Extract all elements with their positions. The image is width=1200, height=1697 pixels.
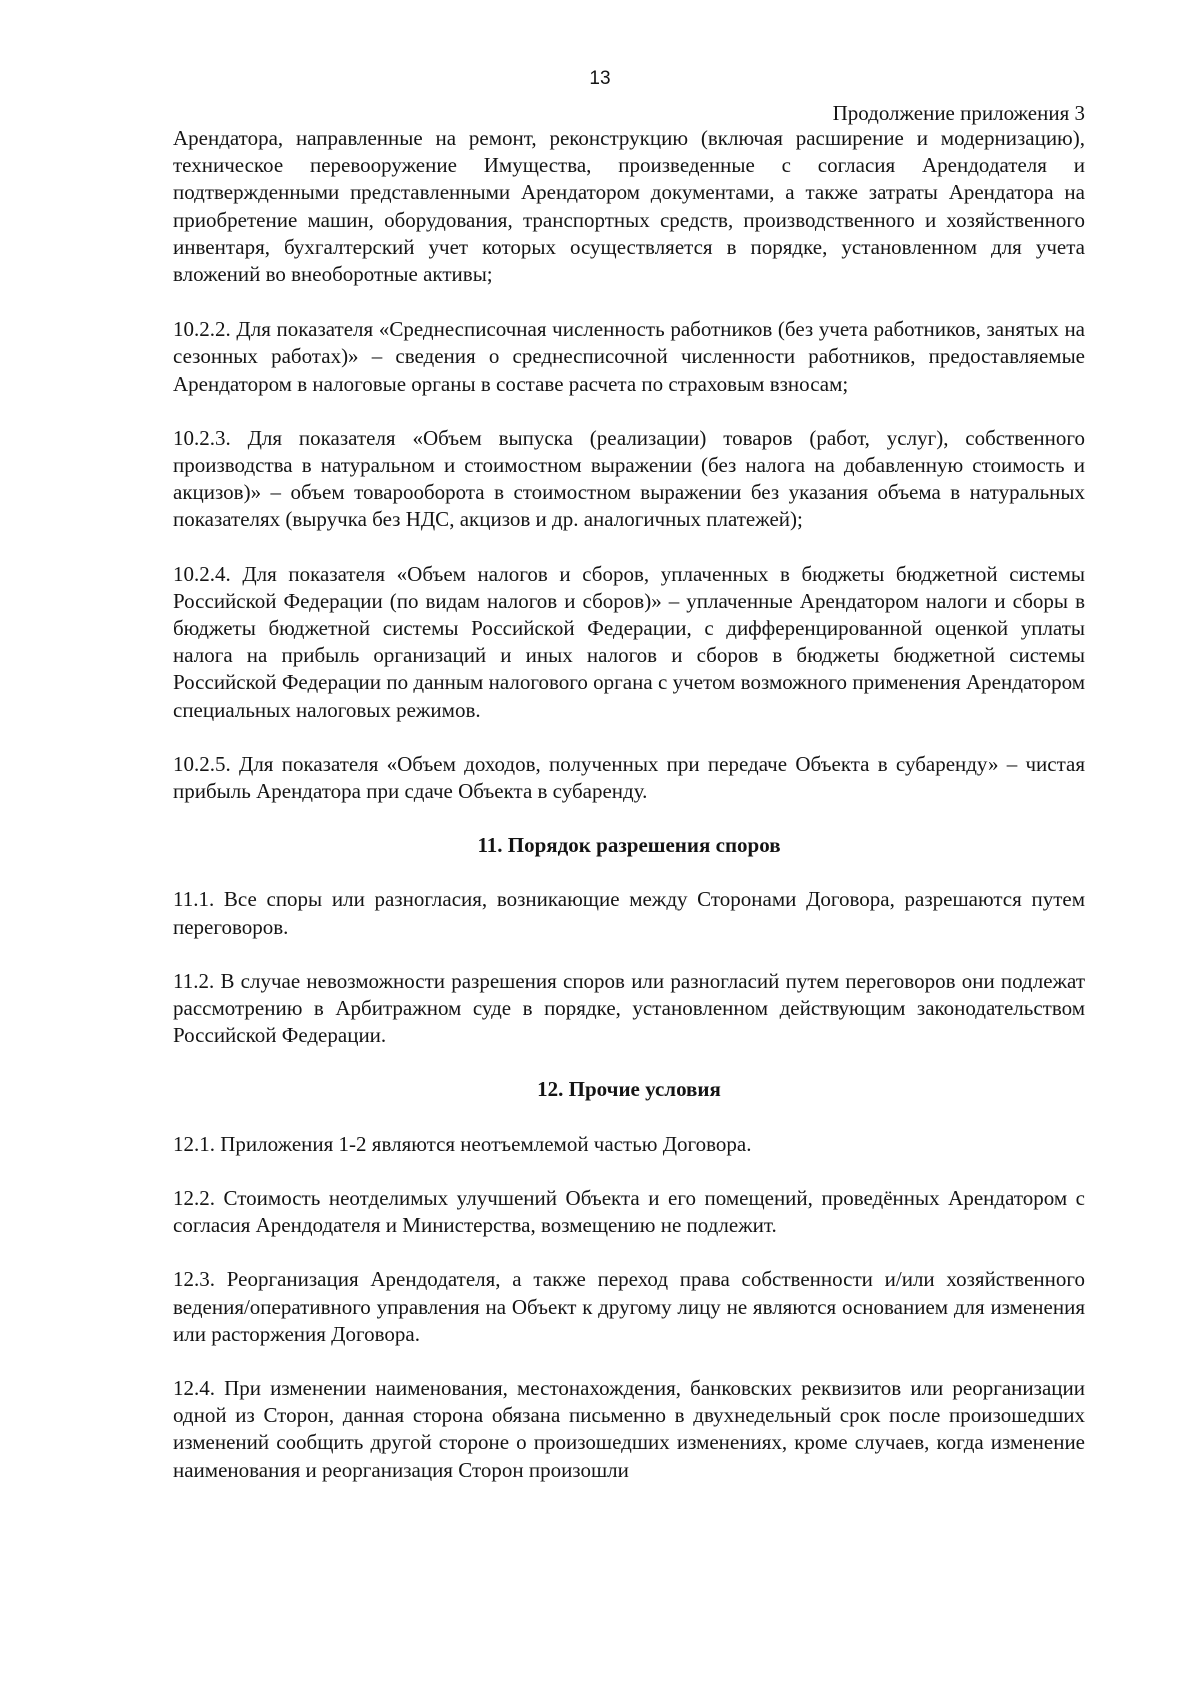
paragraph-12-3: 12.3. Реорганизация Арендодателя, а также переход права собственности и/или хозяйственного ведения/оперативного управления на Объект к другому лицу не являются основанием для изменения или расторжения Договора. — [173, 1267, 1085, 1346]
paragraph-10-2-1-continuation: Арендатора, направленные на ремонт, реконструкцию (включая расширение и модернизацию), техническое перевооружение Имущества, произведенные с согласия Арендодателя и подтвержденными представленными Арендатором документами, а также затраты Арендатора на приобретение машин, оборудования, транспортных средств, производственного и хозяйственного инвентаря, бухгалтерский учет которых осуществляется в порядке, установленном для учета вложений во внеоборотные активы; — [173, 126, 1085, 287]
document-body — [173, 125, 1085, 1511]
paragraph-10-2-4: 10.2.4. Для показателя «Объем налогов и сборов, уплаченных в бюджеты бюджетной системы Российской Федерации (по видам налогов и сборов)» – уплаченные Арендатором налоги и сборы в бюджеты бюджетной системы Российской Федерации, с дифференцированной оценкой уплаты налога на прибыль организаций и иных налогов и сборов в бюджеты бюджетной системы Российской Федерации по данным налогового органа с учетом возможного применения Арендатором специальных налоговых режимов. — [173, 561, 1085, 722]
paragraph-12-1: 12.1. Приложения 1-2 являются неотъемлемой частью Договора. — [173, 1131, 752, 1156]
page-number: 13 — [589, 68, 611, 89]
paragraph-10-2-2: 10.2.2. Для показателя «Среднесписочная численность работников (без учета работников, занятых на сезонных работах)» – сведения о среднесписочной численности работников, предоставляемые Арендатором в налоговые органы в составе расчета по страховым взносам; — [173, 317, 1085, 396]
paragraph-12-2: 12.2. Стоимость неотделимых улучшений Объекта и его помещений, проведённых Арендатором с согласия Арендодателя и Министерства, возмещению не подлежит. — [173, 1185, 1085, 1238]
paragraph-12-4: 12.4. При изменении наименования, местонахождения, банковских реквизитов или реорганизации одной из Сторон, данная сторона обязана письменно в двухнедельный срок после произошедших изменений сообщить другой стороне о произошедших изменениях, кроме случаев, когда изменение наименования и реорганизация Сторон произошли — [173, 1375, 1085, 1482]
section-11-heading: 11. Порядок разрешения споров — [477, 833, 781, 858]
paragraph-11-2: 11.2. В случае невозможности разрешения споров или разногласий путем переговоров они подлежат рассмотрению в Арбитражном суде в порядке, установленном действующим законодательством Российской Федерации. — [173, 968, 1085, 1048]
paragraph-11-1: 11.1. Все споры или разногласия, возникающие между Сторонами Договора, разрешаются путем переговоров. — [173, 887, 1085, 939]
appendix-continuation-label: Продолжение приложения 3 — [832, 101, 1085, 125]
section-12-heading: 12. Прочие условия — [537, 1077, 721, 1102]
paragraph-10-2-5: 10.2.5. Для показателя «Объем доходов, полученных при передаче Объекта в субаренду» – чистая прибыль Арендатора при сдаче Объекта в субаренду. — [173, 751, 1085, 804]
paragraph-10-2-3: 10.2.3. Для показателя «Объем выпуска (реализации) товаров (работ, услуг), собственного производства в натуральном и стоимостном выражении (без налога на добавленную стоимость и акцизов)» – объем товарооборота в стоимостном выражении без указания объема в натуральных показателях (выручка без НДС, акцизов и др. аналогичных платежей); — [173, 425, 1085, 532]
